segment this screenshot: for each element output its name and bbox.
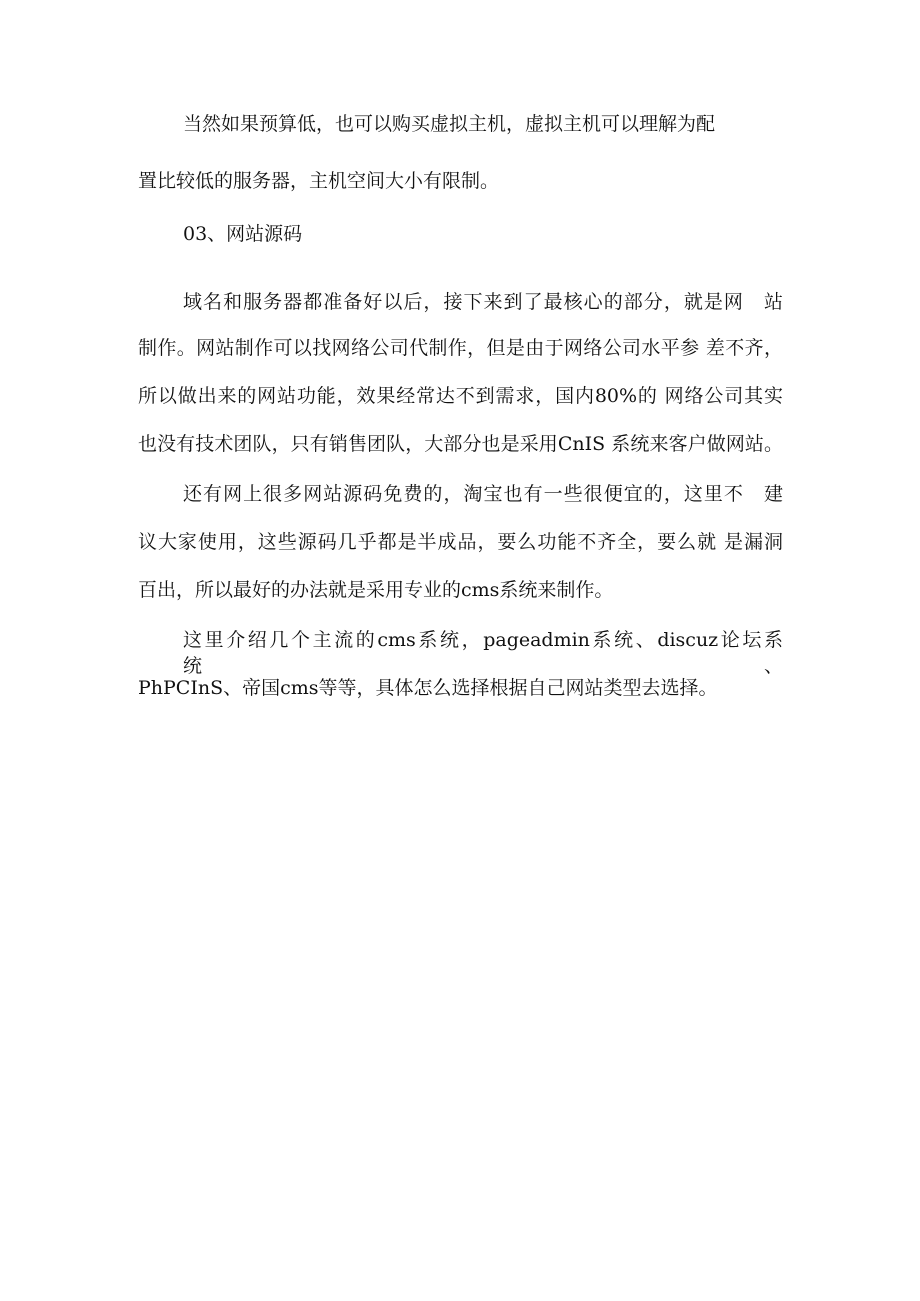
paragraph-3-line-2: 制作。网站制作可以找网络公司代制作，但是由于网络公司水平参 差不齐， [138,337,783,359]
paragraph-3-line-1: 域名和服务器都准备好以后，接下来到了最核心的部分，就是网 站 [183,291,783,313]
paragraph-1-line-2: 置比较低的服务器，主机空间大小有限制。 [138,170,500,192]
paragraph-3-line-4: 也没有技术团队，只有销售团队，大部分也是采用CnIS 系统来客户做网站。 [138,433,783,455]
paragraph-4-line-1: 还有网上很多网站源码免费的，淘宝也有一些很便宜的，这里不 建 [183,483,783,505]
paragraph-5-line-1: 这里介绍几个主流的cms系统，pageadmin系统、discuz论坛系 统、 [183,629,803,677]
paragraph-3-line-3: 所以做出来的网站功能，效果经常达不到需求，国内80%的 网络公司其实 [138,385,783,407]
paragraph-1-line-1: 当然如果预算低，也可以购买虚拟主机，虚拟主机可以理解为配 [183,113,716,135]
paragraph-5-line-2: PhPCInS、帝国cms等等，具体怎么选择根据自己网站类型去选择。 [138,677,718,699]
section-heading: 03、网站源码 [183,223,303,245]
paragraph-4-line-3: 百出，所以最好的办法就是采用专业的cms系统来制作。 [138,579,614,601]
paragraph-4-line-2: 议大家使用，这些源码几乎都是半成品，要么功能不齐全，要么就 是漏洞 [138,531,783,553]
